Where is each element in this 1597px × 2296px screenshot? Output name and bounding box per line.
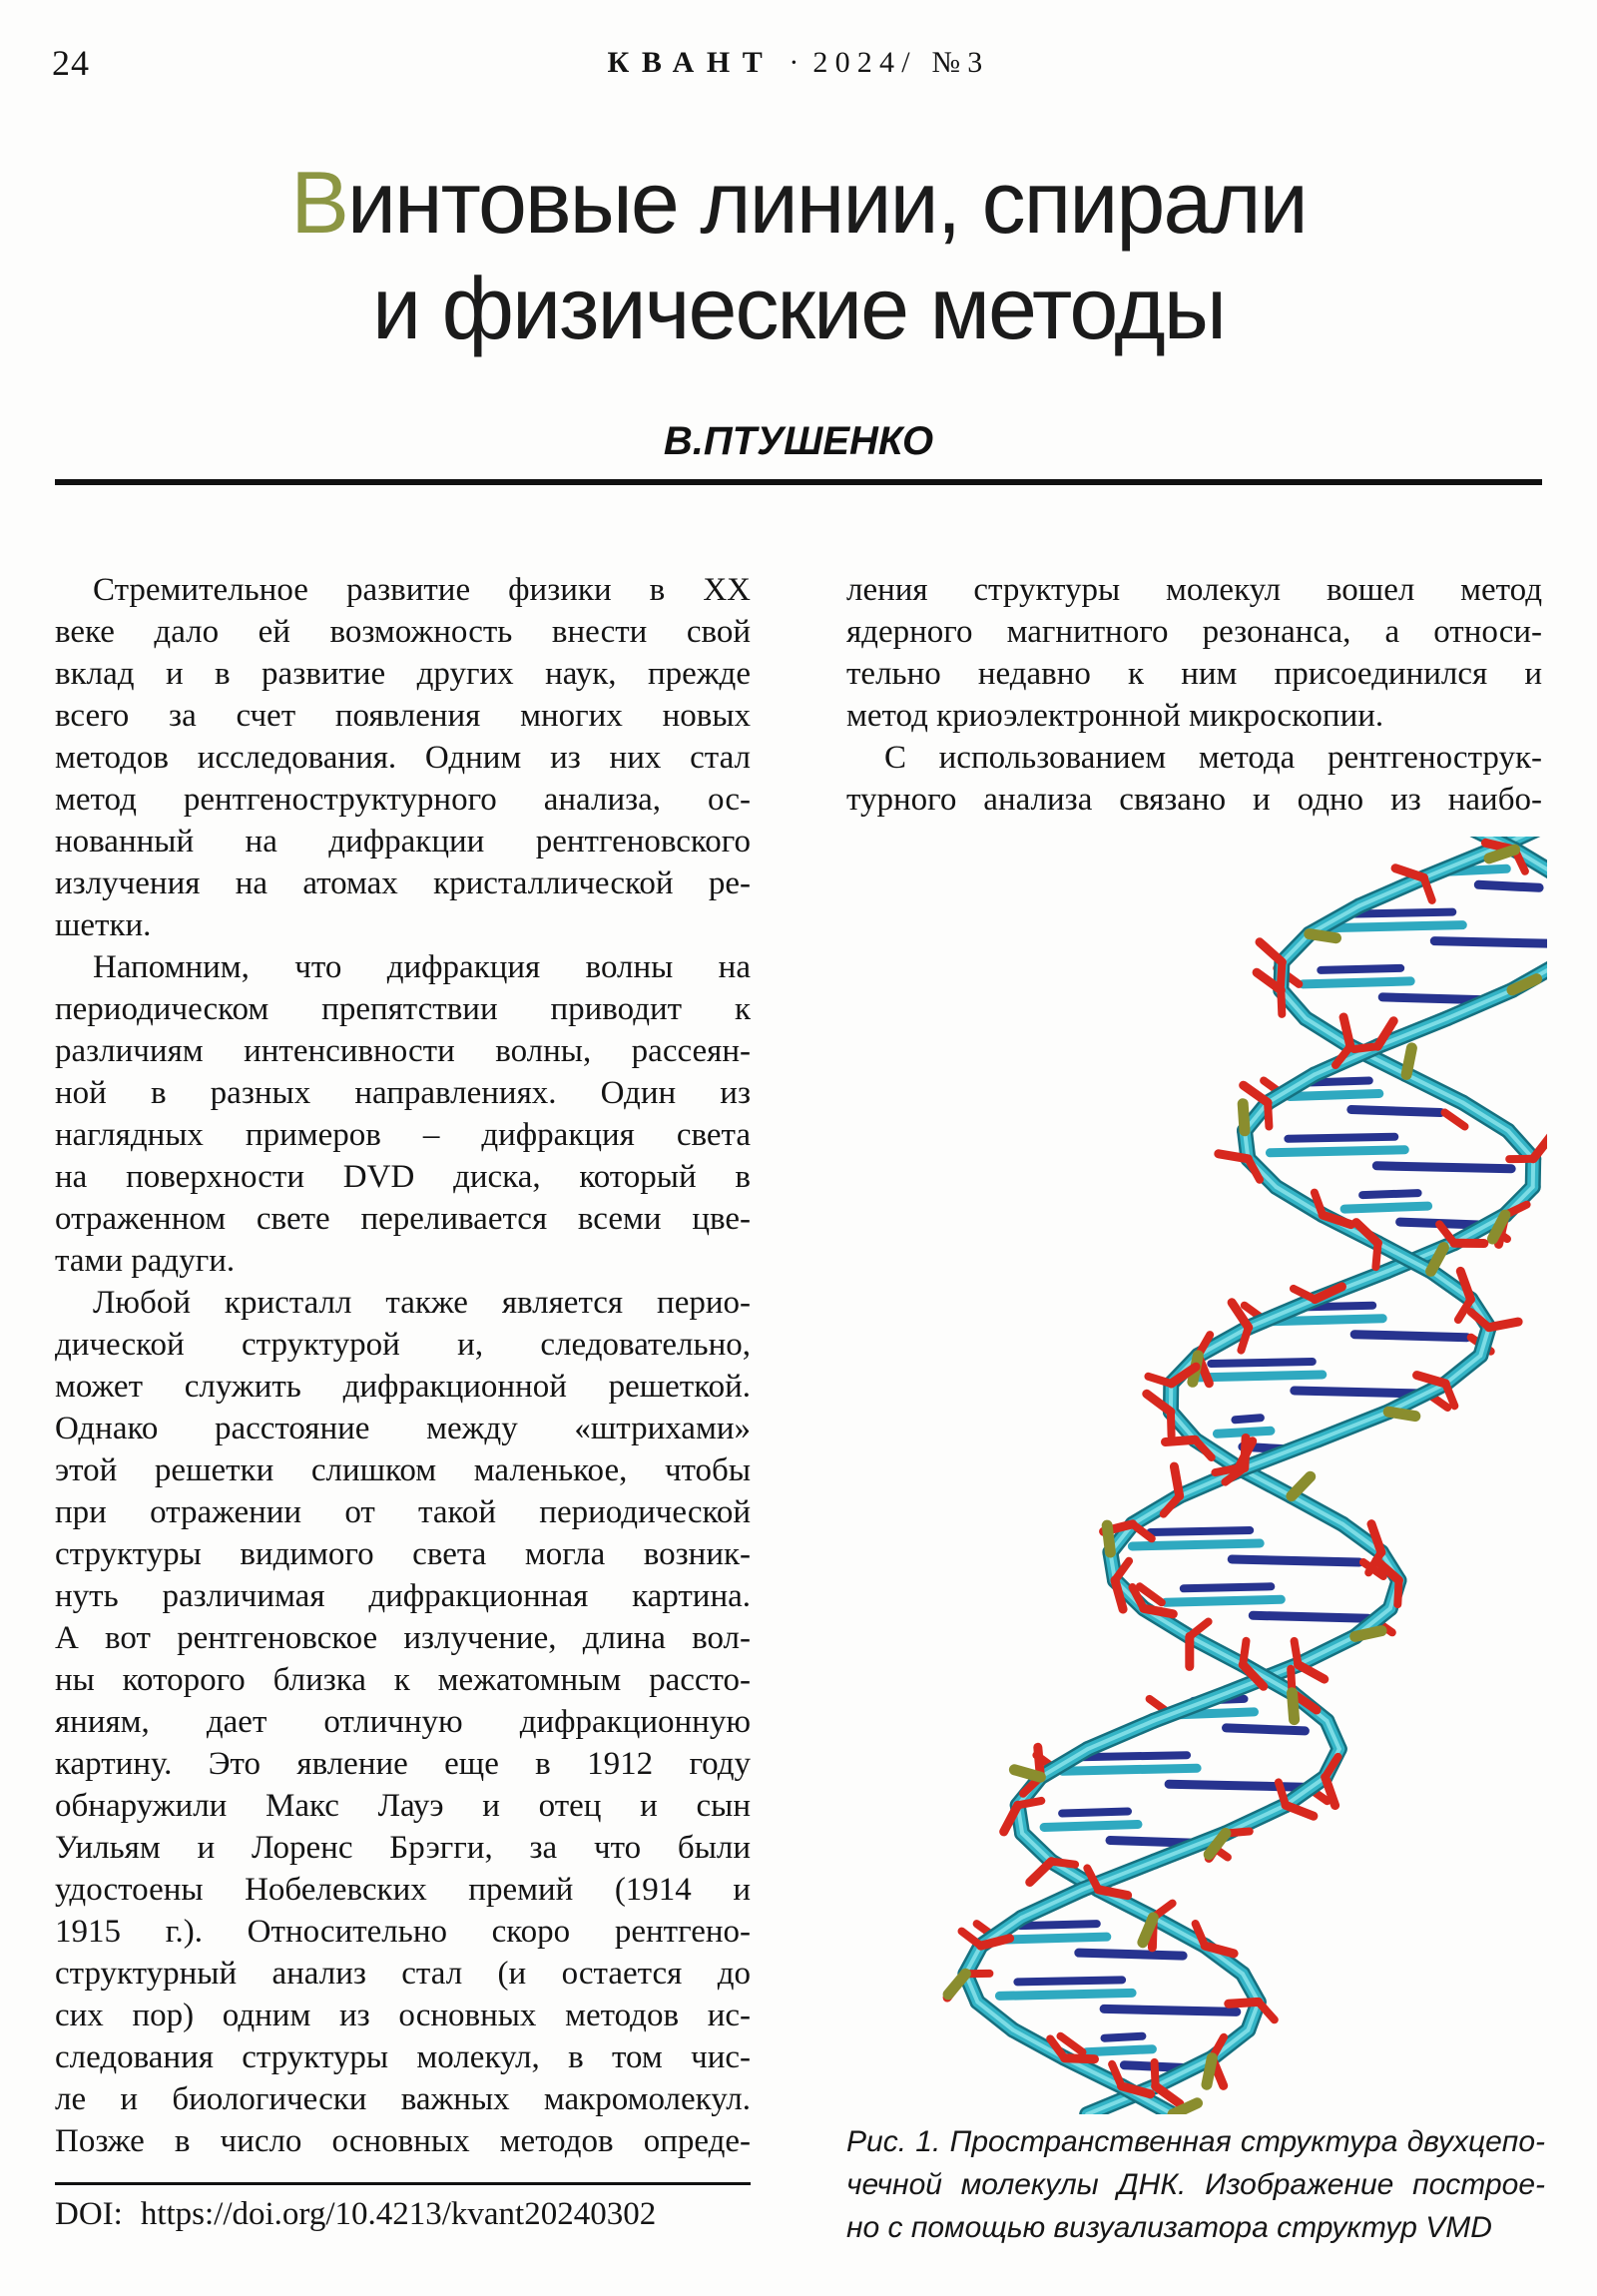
dna-stick bbox=[1344, 1206, 1428, 1209]
dna-stick bbox=[1104, 2009, 1237, 2011]
dna-stick bbox=[1376, 1166, 1511, 1169]
text-line: может служить дифракционной решеткой. bbox=[55, 1369, 751, 1405]
text-line: следования структуры молекул, в том чис- bbox=[55, 2039, 751, 2075]
dna-stick bbox=[1286, 1805, 1314, 1816]
dna-stick bbox=[1489, 1322, 1518, 1328]
dna-stick bbox=[1132, 1543, 1260, 1546]
text-line: 1915 г.). Относительно скоро рентгено- bbox=[55, 1914, 751, 1950]
text-line: Позже в число основных методов опреде- bbox=[55, 2123, 751, 2159]
dna-stick bbox=[1463, 1103, 1508, 1131]
dna-stick bbox=[1174, 1466, 1179, 1496]
dna-stick bbox=[1388, 1412, 1415, 1416]
text-line: наглядных примеров – дифракция света bbox=[55, 1117, 751, 1153]
text-line: нованный на дифракции рентгеновского bbox=[55, 824, 751, 860]
dna-stick bbox=[1331, 925, 1463, 928]
dna-stick bbox=[1355, 1631, 1381, 1637]
dna-stick bbox=[1088, 1721, 1154, 1749]
text-line: шетки. bbox=[55, 907, 152, 943]
figure-caption bbox=[846, 2120, 1545, 2249]
journal-header bbox=[0, 46, 1597, 80]
text-line: картину. Это явление еще в 1912 году bbox=[55, 1746, 751, 1782]
text-line: отраженном свете переливается всеми цве- bbox=[55, 1201, 751, 1237]
text-line: А вот рентгеновское излучение, длина вол- bbox=[55, 1620, 751, 1656]
dna-stick bbox=[1447, 990, 1512, 1018]
text-line: ной в разных направлениях. Один из bbox=[55, 1075, 751, 1111]
page-number: 24 bbox=[52, 43, 90, 83]
text-line: удостоены Нобелевских премий (1914 и bbox=[55, 1872, 751, 1908]
dna-stick bbox=[1079, 1953, 1183, 1956]
dna-stick bbox=[1253, 1615, 1368, 1618]
dna-stick bbox=[1362, 1193, 1418, 1195]
left-text-column bbox=[55, 569, 751, 2162]
dna-stick bbox=[1397, 1580, 1398, 1604]
dna-stick bbox=[1107, 1525, 1110, 1552]
text-line: Уильям и Лоренс Брэгги, за что были bbox=[55, 1830, 751, 1866]
dna-stick bbox=[1299, 1665, 1325, 1680]
dna-stick bbox=[1184, 1586, 1272, 1588]
dna-stick bbox=[1080, 1755, 1187, 1757]
dna-stick bbox=[1215, 1468, 1239, 1473]
dna-stick bbox=[1014, 1770, 1040, 1777]
dna-stick bbox=[1051, 1862, 1075, 1865]
text-line: веке дало ей возможность внести свой bbox=[55, 614, 751, 650]
dna-stick bbox=[1217, 1431, 1271, 1434]
dna-stick bbox=[1207, 2058, 1212, 2085]
dna-stick bbox=[1062, 1768, 1197, 1771]
right-text-column bbox=[846, 569, 1542, 821]
dna-stick bbox=[948, 1974, 965, 1995]
dna-stick bbox=[1243, 1641, 1246, 1665]
doi-label: DOI: bbox=[55, 2196, 123, 2232]
text-line: ления структуры молекул вошел метод bbox=[846, 572, 1542, 608]
text-line: при отражении от такой периодической bbox=[55, 1494, 751, 1530]
dna-stick bbox=[1321, 968, 1400, 970]
dna-stick bbox=[1478, 884, 1539, 887]
dna-stick bbox=[1062, 1812, 1128, 1814]
dna-stick bbox=[1193, 1375, 1323, 1378]
dna-stick bbox=[1292, 1496, 1342, 1524]
dna-stick bbox=[1351, 1110, 1441, 1113]
dna-stick bbox=[1144, 1608, 1174, 1614]
dna-stick bbox=[1087, 2049, 1153, 2052]
dna-stick bbox=[1150, 1530, 1250, 1532]
dna-stick bbox=[1354, 1046, 1378, 1049]
text-line: на поверхности DVD диска, который в bbox=[55, 1159, 751, 1195]
dna-stick bbox=[1018, 1801, 1042, 1805]
text-line: яниям, дает отличную дифракционную bbox=[55, 1704, 751, 1740]
dna-stick bbox=[1406, 1074, 1462, 1102]
dna-stick bbox=[1229, 2002, 1259, 2004]
dna-stick bbox=[1310, 934, 1336, 938]
article-title bbox=[0, 150, 1597, 361]
dna-stick bbox=[1017, 1980, 1122, 1982]
text-line: различиям интенсивности волны, рассеян- bbox=[55, 1033, 751, 1069]
text-line: ле и биологически важных макромолекул. bbox=[55, 2081, 751, 2117]
article-author: В.ПТУШЕНКО bbox=[663, 419, 934, 463]
text-line: метод криоэлектронной микроскопии. bbox=[846, 698, 1384, 734]
article-title-line1 bbox=[0, 150, 1597, 256]
dna-stick bbox=[1281, 990, 1282, 1014]
dna-stick bbox=[1445, 1113, 1465, 1127]
dna-stick bbox=[1044, 1825, 1138, 1828]
dna-stick bbox=[1281, 962, 1282, 986]
text-line: Стремительное развитие физики в XX bbox=[93, 572, 751, 608]
dna-stick bbox=[1295, 1641, 1299, 1665]
dna-molecule-figure bbox=[843, 837, 1547, 2114]
text-line: Однако расстояние между «штрихами» bbox=[55, 1411, 751, 1446]
dna-stick bbox=[1244, 1085, 1268, 1102]
dna-stick bbox=[1292, 1476, 1311, 1496]
article-title-line2: и физические методы bbox=[372, 259, 1225, 357]
text-line: ядерного магнитного резонанса, а относи- bbox=[846, 614, 1542, 650]
dna-stick bbox=[1354, 1335, 1467, 1338]
dna-stick bbox=[1105, 2036, 1143, 2038]
title-line1-rest: интовые линии, спирали bbox=[346, 153, 1307, 252]
dna-stick bbox=[1243, 1104, 1245, 1131]
text-line: тами радуги. bbox=[55, 1243, 236, 1279]
dna-stick bbox=[1022, 1890, 1083, 1918]
journal-issue: 2024/ №3 bbox=[812, 46, 990, 79]
text-line: нуть различимая дифракционная картина. bbox=[55, 1578, 751, 1614]
dna-stick bbox=[1270, 1150, 1404, 1153]
text-line: тельно недавно к ним присоединился и bbox=[846, 656, 1542, 692]
dna-stick bbox=[1155, 2062, 1156, 2086]
dna-stick bbox=[1232, 1559, 1359, 1562]
text-line: метод рентгеноструктурного анализа, ос- bbox=[55, 782, 751, 818]
title-initial-letter: В bbox=[290, 153, 347, 252]
text-line: вклад и в развитие других наук, прежде bbox=[55, 656, 751, 692]
text-line: ны которого близка к межатомным рассто- bbox=[55, 1662, 751, 1698]
text-line: чечной молекулы ДНК. Изображение построе- bbox=[846, 2168, 1545, 2201]
dna-stick bbox=[1171, 1412, 1172, 1435]
text-line: но с помощью визуализатора структур VMD bbox=[846, 2211, 1492, 2244]
dna-stick bbox=[1003, 1937, 1107, 1940]
text-line: Любой кристалл также является перио- bbox=[93, 1285, 751, 1321]
dna-stick bbox=[1021, 1924, 1097, 1926]
dna-stick bbox=[1260, 942, 1282, 962]
dna-stick bbox=[1098, 1890, 1127, 1896]
dna-stick bbox=[1293, 1693, 1295, 1720]
dna-stick bbox=[1295, 1391, 1424, 1394]
dna-stick bbox=[1375, 1243, 1377, 1267]
text-line: периодическом препятствии приводит к bbox=[55, 991, 751, 1027]
text-line: обнаружили Макс Лауэ и отец и сын bbox=[55, 1788, 751, 1824]
text-line: сих пор) одним из основных методов ис- bbox=[55, 1998, 751, 2033]
dna-stick bbox=[1211, 1362, 1313, 1364]
dna-stick bbox=[1303, 981, 1410, 984]
doi-url: https://doi.org/10.4213/kvant20240302 bbox=[140, 2196, 657, 2232]
dna-stick bbox=[1299, 1636, 1355, 1664]
dna-stick bbox=[1359, 877, 1424, 905]
text-line: С использованием метода рентгенострук- bbox=[884, 740, 1542, 776]
text-line: всего за счет появления многих новых bbox=[55, 698, 751, 734]
text-line: Напомним, что дифракция волны на bbox=[93, 949, 751, 985]
text-line: Рис. 1. Пространственная структура двухцепо- bbox=[846, 2125, 1545, 2158]
dna-stick bbox=[1268, 1103, 1269, 1127]
dna-stick bbox=[1290, 1094, 1379, 1097]
dna-stick bbox=[1434, 941, 1547, 944]
journal-name: КВАНТ bbox=[607, 46, 776, 79]
text-line: структуры видимого света могла возник- bbox=[55, 1536, 751, 1572]
dna-stick bbox=[1406, 1048, 1411, 1075]
dna-stick bbox=[1533, 1135, 1547, 1159]
dna-stick bbox=[1235, 1418, 1261, 1420]
text-line: излучения на атомах кристаллической ре- bbox=[55, 865, 751, 901]
dna-stick bbox=[1190, 1636, 1243, 1664]
dna-stick bbox=[1166, 1439, 1196, 1441]
dna-stick bbox=[1288, 1137, 1394, 1139]
dna-stick bbox=[1294, 1289, 1316, 1300]
doi-line bbox=[55, 2196, 656, 2233]
dna-stick bbox=[1065, 2058, 1095, 2059]
dna-stick bbox=[1395, 868, 1423, 878]
title-rule bbox=[55, 479, 1542, 485]
text-line: структурный анализ стал (и остается до bbox=[55, 1956, 751, 1992]
dna-stick bbox=[1318, 1412, 1388, 1439]
text-line: методов исследования. Одним из них стал bbox=[55, 740, 751, 776]
header-separator-dot: · bbox=[789, 46, 799, 79]
dna-stick bbox=[999, 1993, 1132, 1996]
dna-stick bbox=[1030, 1862, 1052, 1883]
dna-stick bbox=[1166, 1599, 1282, 1602]
dna-stick bbox=[1349, 912, 1453, 914]
dna-stick bbox=[1417, 1376, 1446, 1384]
dna-stick bbox=[1227, 1728, 1306, 1731]
text-line: этой решетки слишком маленькое, чтобы bbox=[55, 1452, 751, 1488]
text-line: дической структурой и, следовательно, bbox=[55, 1327, 751, 1363]
dna-stick bbox=[1219, 1154, 1249, 1159]
text-line: турного анализа связано и одно из наибо- bbox=[846, 782, 1542, 818]
footnote-rule bbox=[55, 2182, 751, 2185]
